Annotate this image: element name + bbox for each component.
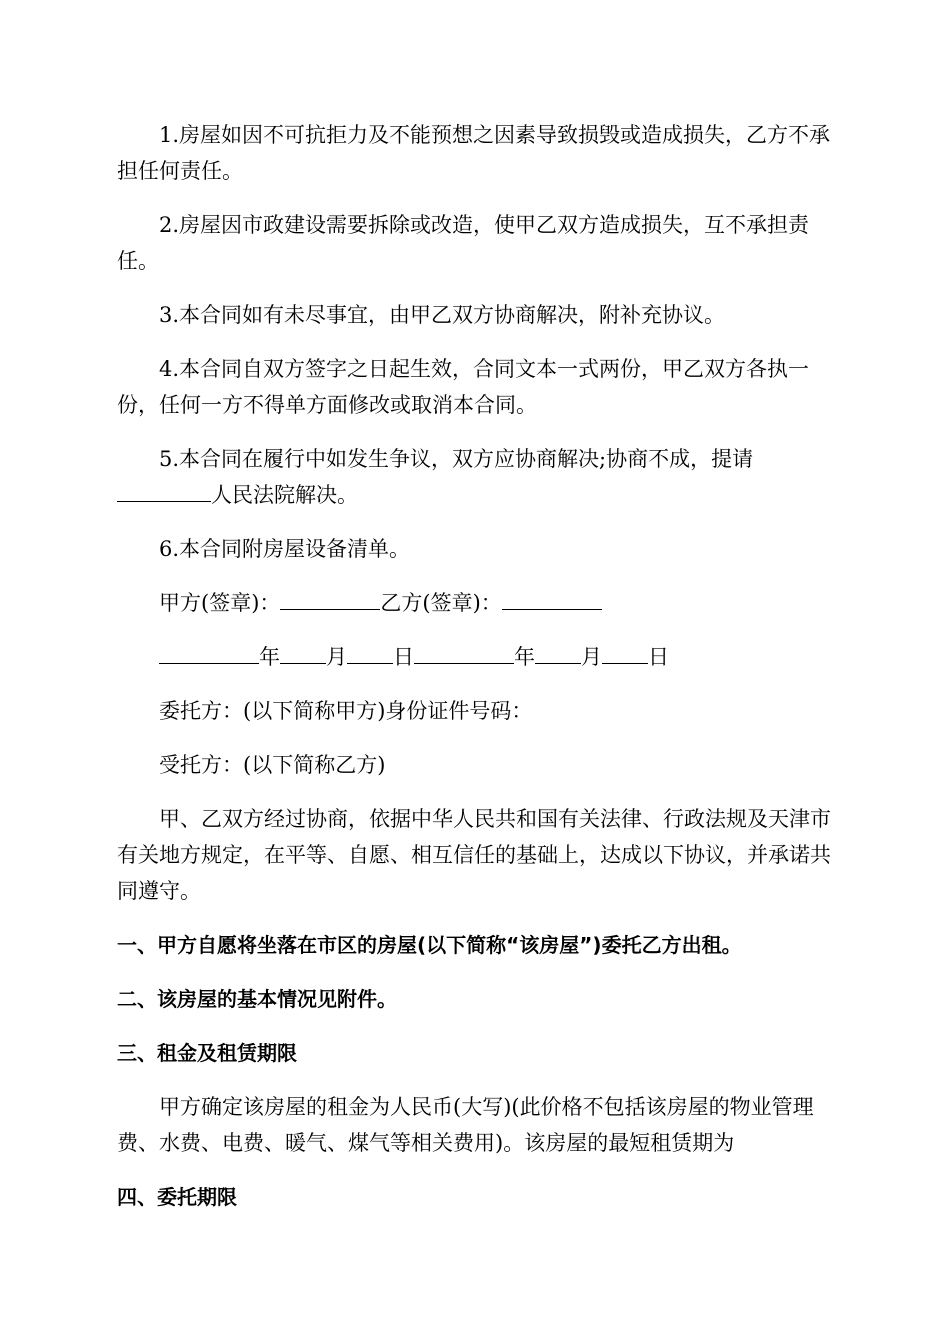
clause-5-text: 5.本合同在履行中如发生争议，双方应协商解决;协商不成，提请: [159, 447, 754, 471]
party-a-signature-label: 甲方(签章)：: [159, 591, 281, 615]
year-label: 年: [514, 645, 535, 669]
party-a-day-blank: [347, 641, 393, 664]
party-b-month-blank: [535, 641, 581, 664]
party-b-year-blank: [414, 641, 514, 664]
section-2-heading: 二、该房屋的基本情况见附件。: [117, 987, 397, 1011]
clause-5-text-end: 人民法院解决。: [211, 483, 358, 507]
preamble: 甲、乙双方经过协商，依据中华人民共和国有关法律、行政法规及天津市有关地方规定，在平等、自愿、相互信任的基础上，达成以下协议，并承诺共同遵守。: [117, 807, 831, 903]
party-a-signature-blank: [280, 587, 380, 610]
party-b-signature-label: 乙方(签章)：: [380, 591, 502, 615]
section-3-heading: 三、租金及租赁期限: [117, 1041, 297, 1065]
clause-4: 4.本合同自双方签字之日起生效，合同文本一式两份，甲乙双方各执一份，任何一方不得单方面修改或取消本合同。: [117, 357, 810, 417]
day-label: 日: [393, 645, 414, 669]
section-3-body: 甲方确定该房屋的租金为人民币(大写)(此价格不包括该房屋的物业管理费、水费、电费、暖气、煤气等相关费用)。该房屋的最短租赁期为: [117, 1095, 814, 1155]
clause-2: 2.房屋因市政建设需要拆除或改造，使甲乙双方造成损失，互不承担责任。: [117, 213, 810, 273]
date-line: [117, 639, 833, 675]
section-4-heading: 四、委托期限: [117, 1185, 237, 1209]
clause-3: 3.本合同如有未尽事宜，由甲乙双方协商解决，附补充协议。: [159, 303, 726, 327]
party-b-day-blank: [602, 641, 648, 664]
section-1-heading: 一、甲方自愿将坐落在市区的房屋(以下简称“该房屋”)委托乙方出租。: [117, 933, 742, 957]
party-b-signature-blank: [502, 587, 602, 610]
month-label: 月: [326, 645, 347, 669]
agent-line: 受托方：(以下简称乙方): [159, 753, 386, 777]
court-blank: [117, 479, 211, 502]
party-a-year-blank: [159, 641, 259, 664]
principal-line: 委托方：(以下简称甲方)身份证件号码：: [159, 699, 533, 723]
party-a-month-blank: [280, 641, 326, 664]
day-label: 日: [648, 645, 669, 669]
signature-line: [117, 585, 833, 621]
clause-1: 1.房屋如因不可抗拒力及不能预想之因素导致损毁或造成损失，乙方不承担任何责任。: [117, 123, 831, 183]
month-label: 月: [581, 645, 602, 669]
clause-5: [117, 441, 833, 513]
clause-6: 6.本合同附房屋设备清单。: [159, 537, 411, 561]
year-label: 年: [259, 645, 280, 669]
